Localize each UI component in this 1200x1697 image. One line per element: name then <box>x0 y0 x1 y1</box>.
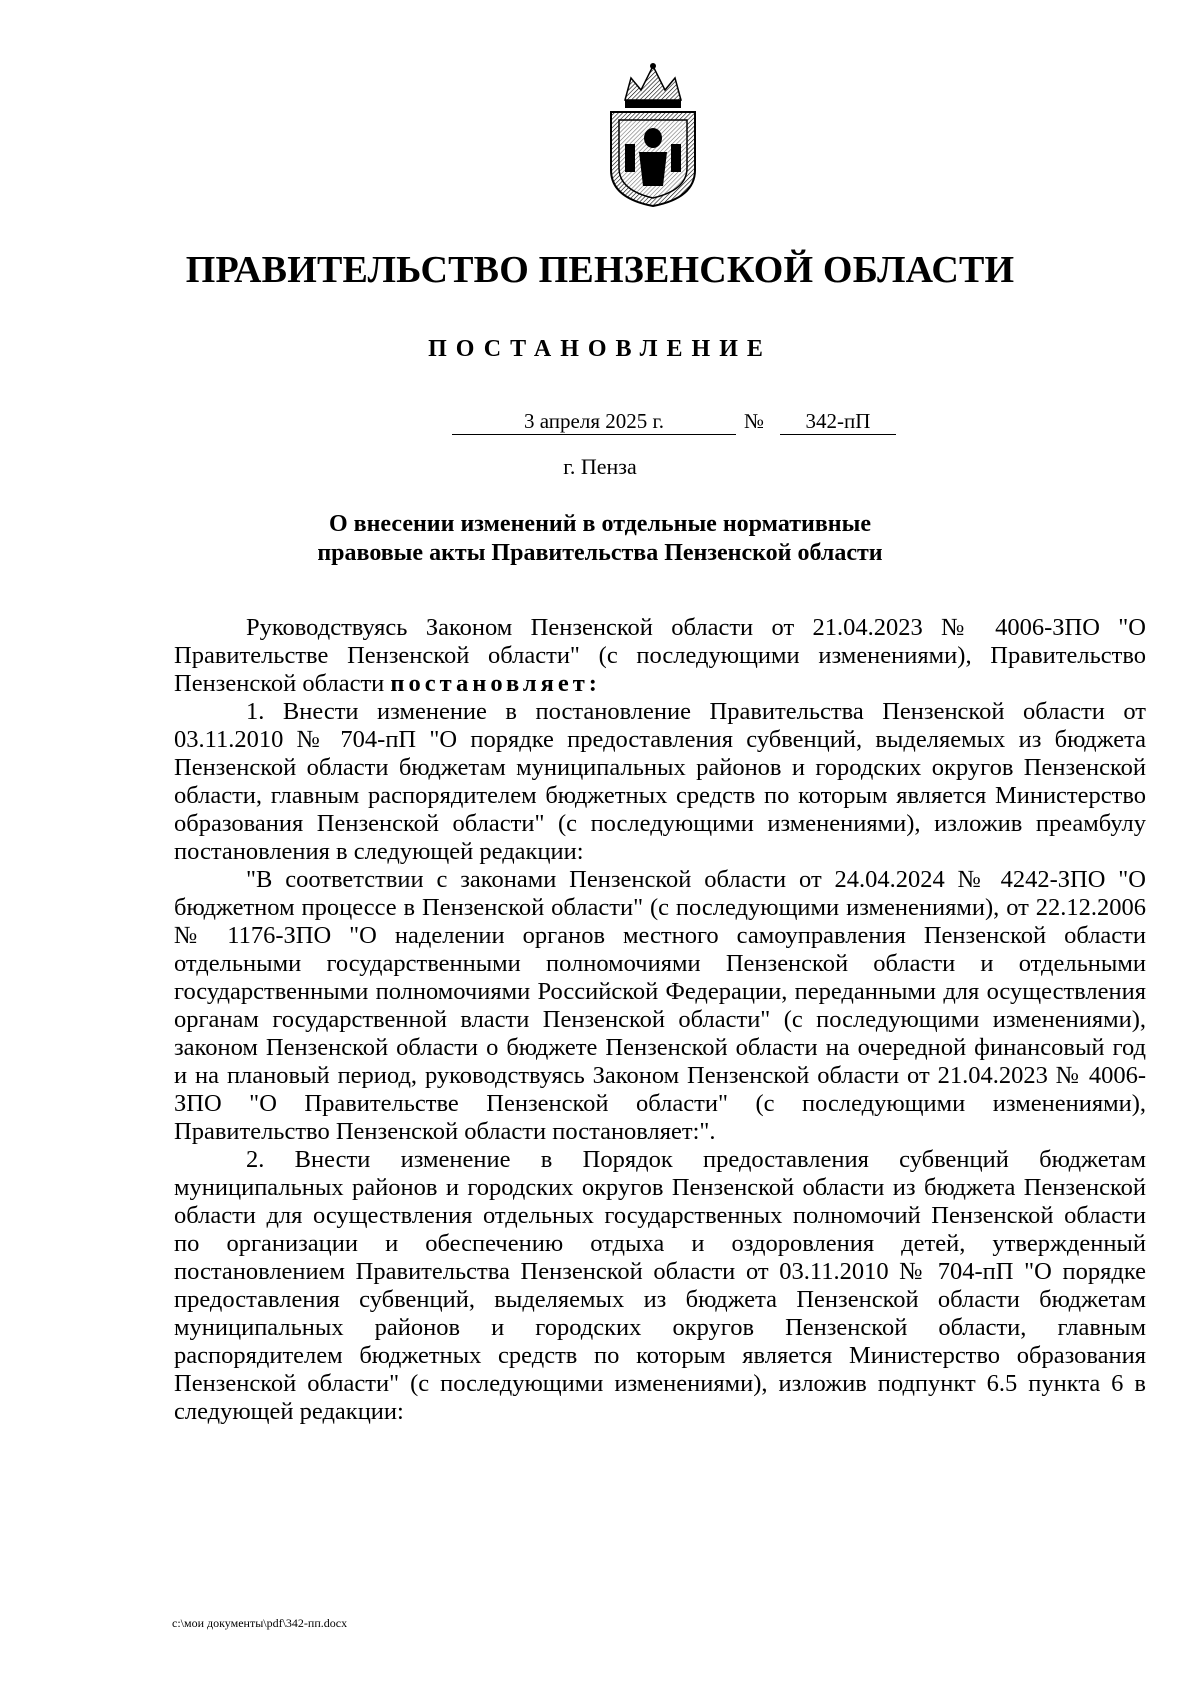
file-path-footer: c:\мои документы\pdf\342-пп.docx <box>172 1616 348 1630</box>
document-subject <box>0 510 1200 568</box>
item-2-paragraph: 2. Внести изменение в Порядок предоставления субвенций бюджетам муниципальных районов и городских округов Пензенской области из бюджета Пензенской области для осуществления отдельных государственных полномочий Пензенской области по организации и обеспечению отдыха и оздоровления детей, утвержденный постановлением Правительства Пензенской области от 03.11.2010 № 704-пП "О порядке предоставления субвенций, выделяемых из бюджета Пензенской области бюджетам муниципальных районов и городских округов Пензенской области, главным распорядителем бюджетных средств по которым является Министерство образования Пензенской области" (с последующими изменениями), изложив подпункт 6.5 пункта 6 в следующей редакции: <box>174 1146 1146 1425</box>
document-city: г. Пенза <box>563 454 637 479</box>
subject-line-2: правовые акты Правительства Пензенской области <box>317 540 883 566</box>
intro-paragraph <box>174 614 1146 698</box>
document-type: ПОСТАНОВЛЕНИЕ <box>428 336 772 362</box>
document-number: 342-пП <box>780 408 896 435</box>
document-body <box>174 614 1146 1426</box>
item-1-quote-paragraph: "В соответствии с законами Пензенской области от 24.04.2024 № 4242-ЗПО "О бюджетном процессе в Пензенской области" (с последующими изменениями), от 22.12.2006 № 1176-ЗПО "О наделении органов местного самоуправления Пензенской области отдельными государственными полномочиями Пензенской области и отдельными государственными полномочиями Российской Федерации, переданными для осуществления органам государственной власти Пензенской области" (с последующими изменениями), законом Пензенской области о бюджете Пензенской области на очередной финансовый год и на плановый период, руководствуясь Законом Пензенской области от 21.04.2023 № 4006-ЗПО "О Правительстве Пензенской области" (с последующими изменениями), Правительство Пензенской области постановляет:". <box>174 866 1146 1145</box>
intro-emphasis: постановляет: <box>390 670 601 697</box>
subject-line-1: О внесении изменений в отдельные нормативные <box>328 511 872 537</box>
intro-text: Руководствуясь Законом Пензенской области от 21.04.2023 № 4006-ЗПО "О Правительстве Пензенской области" (с последующими изменениями), Правительство Пензенской области <box>174 614 1146 697</box>
penza-coat-of-arms-icon <box>603 60 703 208</box>
number-sign: № <box>744 409 765 433</box>
item-1-paragraph: 1. Внести изменение в постановление Правительства Пензенской области от 03.11.2010 № 704-пП "О порядке предоставления субвенций, выделяемых из бюджета Пензенской области бюджетам муниципальных районов и городских округов Пензенской области, главным распорядителем бюджетных средств по которым является Министерство образования Пензенской области" (с последующими изменениями), изложив преамбулу постановления в следующей редакции: <box>174 698 1146 865</box>
organization-title: ПРАВИТЕЛЬСТВО ПЕНЗЕНСКОЙ ОБЛАСТИ <box>185 249 1015 291</box>
document-date: 3 апреля 2025 г. <box>452 408 736 435</box>
